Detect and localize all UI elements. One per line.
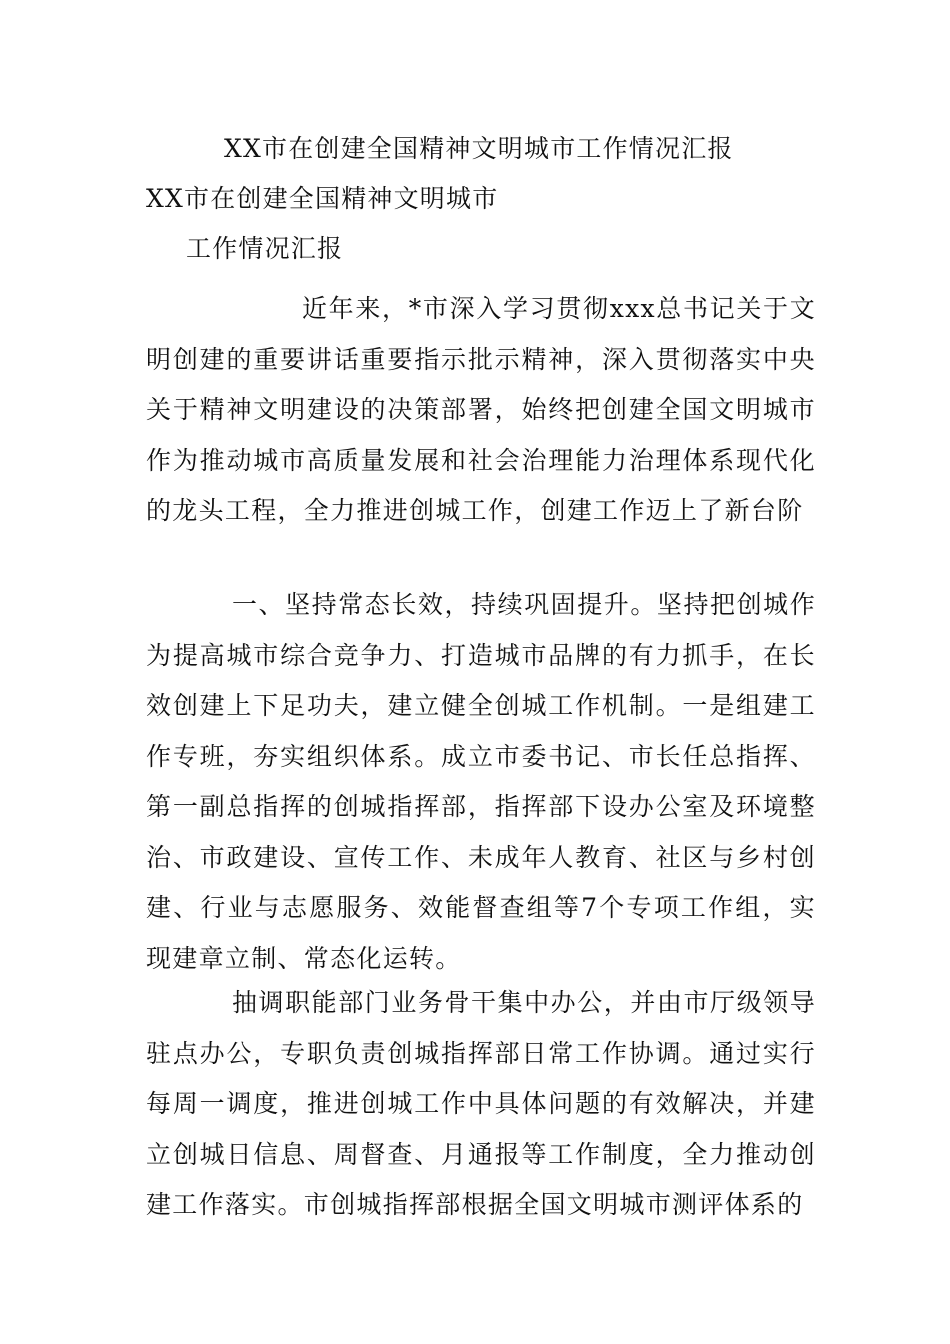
document-subtitle-line-1: XX市在创建全国精神文明城市 (146, 184, 499, 213)
paragraph-section-one-continued: 抽调职能部门业务骨干集中办公，并由市厅级领导驻点办公，专职负责创城指挥部日常工作协调。通过实行每周一调度，推进创城工作中具体问题的有效解决，并建立创城日信息、周督查、月通报等工作制度，全力推动创建工作落实。市创城指挥部根据全国文明城市测评体系的 (146, 988, 816, 1219)
document-title: XX市在创建全国精神文明城市工作情况汇报 (224, 134, 734, 163)
paragraph-intro: 近年来，*市深入学习贯彻xxx总书记关于文明创建的重要讲话重要指示批示精神，深入贯彻落实中央关于精神文明建设的决策部署，始终把创建全国文明城市作为推动城市高质量发展和社会治理能力治理体系现代化的龙头工程，全力推进创城工作，创建工作迈上了新台阶 (146, 294, 816, 525)
document-subtitle-line-2: 工作情况汇报 (186, 234, 344, 263)
paragraph-section-one: 一、坚持常态长效，持续巩固提升。坚持把创城作为提高城市综合竞争力、打造城市品牌的有力抓手，在长效创建上下足功夫，建立健全创城工作机制。一是组建工作专班，夯实组织体系。成立市委书记、市长任总指挥、第一副总指挥的创城指挥部，指挥部下设办公室及环境整治、市政建设、宣传工作、未成年人教育、社区与乡村创建、行业与志愿服务、效能督查组等7个专项工作组，实现建章立制、常态化运转。 (146, 590, 816, 973)
